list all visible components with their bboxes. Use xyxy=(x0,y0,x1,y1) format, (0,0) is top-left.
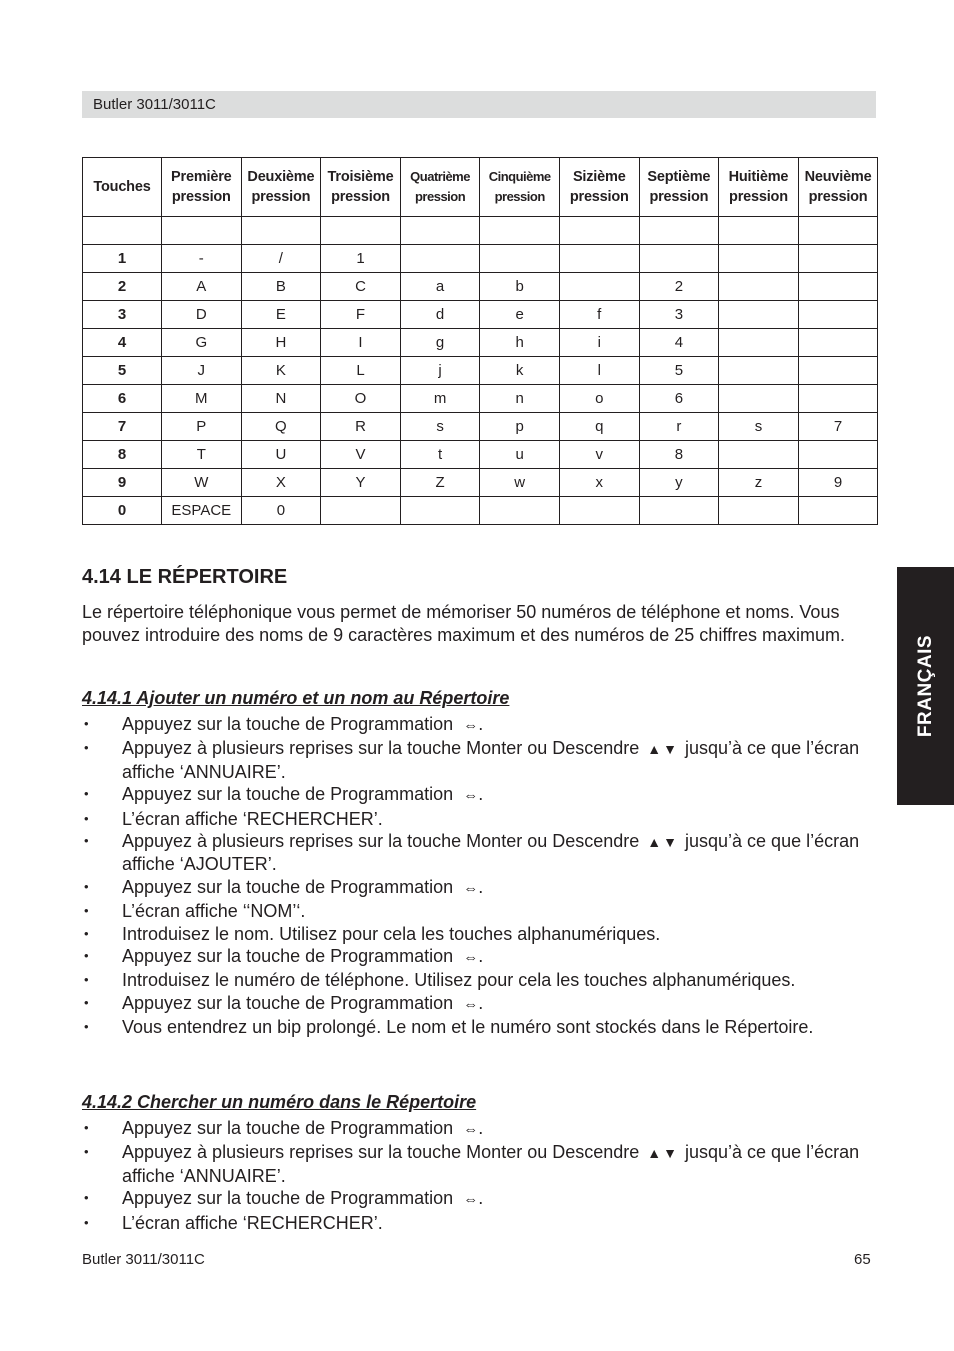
table-cell xyxy=(559,245,639,273)
list-item xyxy=(82,945,882,969)
table-row xyxy=(83,273,878,301)
table-header-press: Troisième pression xyxy=(321,158,401,217)
bullet-icon: • xyxy=(84,972,89,988)
table-cell xyxy=(798,385,878,413)
list-item xyxy=(82,900,882,922)
table-cell: J xyxy=(162,357,242,385)
step-text-after: . xyxy=(478,714,484,734)
table-cell-key: 7 xyxy=(83,413,162,441)
table-cell-key: 3 xyxy=(83,301,162,329)
table-cell: A xyxy=(162,273,242,301)
step-text: Appuyez à plusieurs reprises sur la touche Monter ou Descendre xyxy=(122,831,640,852)
step-text: Appuyez sur la touche de Programmation xyxy=(122,992,454,1013)
table-cell xyxy=(400,217,480,245)
table-cell xyxy=(400,497,480,525)
table-cell: e xyxy=(480,301,560,329)
step-text: Introduisez le numéro de téléphone. Utilisez pour cela les touches alphanumériques. xyxy=(122,970,796,991)
table-cell xyxy=(559,217,639,245)
step-text-after: jusqu’à ce que l’écran affiche ‘ANNUAIRE’. xyxy=(122,1142,860,1186)
table-row xyxy=(83,301,878,329)
table-cell: r xyxy=(639,413,719,441)
table-cell xyxy=(162,217,242,245)
list-item xyxy=(82,1016,882,1038)
step-text-after: . xyxy=(478,876,484,897)
table-cell: b xyxy=(480,273,560,301)
table-cell: z xyxy=(719,469,799,497)
table-cell xyxy=(241,217,321,245)
table-cell xyxy=(719,245,799,273)
table-cell: y xyxy=(639,469,719,497)
table-cell-key: 0 xyxy=(83,497,162,525)
table-row xyxy=(83,245,878,273)
bullet-icon: • xyxy=(84,903,89,919)
table-cell: H xyxy=(241,329,321,357)
table-cell-key: 6 xyxy=(83,385,162,413)
table-cell: O xyxy=(321,385,401,413)
table-cell xyxy=(798,273,878,301)
language-tab xyxy=(897,567,954,805)
list-item xyxy=(82,1187,882,1211)
table-cell-key: 9 xyxy=(83,469,162,497)
bullet-icon: • xyxy=(84,740,89,756)
table-cell: B xyxy=(241,273,321,301)
table-cell xyxy=(798,245,878,273)
program-key-icon: ⇔ xyxy=(463,717,479,734)
list-item xyxy=(82,783,882,807)
table-cell xyxy=(798,497,878,525)
section-title: 4.14 LE RÉPERTOIRE xyxy=(82,566,288,588)
table-cell: 1 xyxy=(321,245,401,273)
list-item xyxy=(82,737,882,783)
table-cell: q xyxy=(559,413,639,441)
table-cell: - xyxy=(162,245,242,273)
up-down-arrows-icon: ▲▼ xyxy=(647,741,679,758)
bullet-icon: • xyxy=(84,1144,89,1160)
language-tab-label: FRANÇAIS xyxy=(914,634,936,738)
bullet-icon: • xyxy=(84,810,89,826)
table-cell xyxy=(480,245,560,273)
footer-product: Butler 3011/3011C xyxy=(82,1251,205,1268)
table-cell: n xyxy=(480,385,560,413)
table-cell: i xyxy=(559,329,639,357)
table-header-press: Neuvième pression xyxy=(798,158,878,217)
table-cell: k xyxy=(480,357,560,385)
up-down-arrows-icon: ▲▼ xyxy=(647,834,679,851)
table-cell xyxy=(639,245,719,273)
table-cell: R xyxy=(321,413,401,441)
bullet-icon: • xyxy=(84,1019,89,1035)
step-text-after: . xyxy=(478,1118,484,1138)
table-cell: 6 xyxy=(639,385,719,413)
table-cell xyxy=(798,217,878,245)
program-key-icon: ⇔ xyxy=(463,1121,479,1138)
header-product: Butler 3011/3011C xyxy=(93,96,216,113)
up-down-arrows-icon: ▲▼ xyxy=(647,1145,679,1162)
table-cell xyxy=(480,217,560,245)
bullet-icon: • xyxy=(84,833,89,849)
table-row xyxy=(83,385,878,413)
table-cell: W xyxy=(162,469,242,497)
step-text: L’écran affiche ‘RECHERCHER’. xyxy=(122,1212,383,1233)
step-text: L’écran affiche ‘RECHERCHER’. xyxy=(122,808,383,829)
table-cell xyxy=(719,357,799,385)
section-intro: Le répertoire téléphonique vous permet de mémoriser 50 numéros de téléphone et noms. Vous pouvez introduire des noms de 9 caractères maximum et des numéros de 25 chiffres maximum. xyxy=(82,602,846,645)
bullet-icon: • xyxy=(84,1214,89,1230)
table-cell: Y xyxy=(321,469,401,497)
step-text: Appuyez sur la touche de Programmation xyxy=(122,876,454,897)
table-cell: w xyxy=(480,469,560,497)
step-text: Appuyez sur la touche de Programmation xyxy=(122,1188,454,1209)
table-cell: a xyxy=(400,273,480,301)
list-item xyxy=(82,1212,882,1234)
table-cell-key: 1 xyxy=(83,245,162,273)
step-text: L’écran affiche ‘‘NOM’‘. xyxy=(122,901,306,922)
bullet-icon: • xyxy=(84,1120,89,1135)
list-item xyxy=(82,1117,882,1141)
table-cell-key: 8 xyxy=(83,441,162,469)
table-cell xyxy=(798,329,878,357)
table-cell xyxy=(798,441,878,469)
table-cell: M xyxy=(162,385,242,413)
step-text: Appuyez sur la touche de Programmation xyxy=(122,714,454,734)
table-row xyxy=(83,329,878,357)
table-cell: ESPACE xyxy=(162,497,242,525)
table-cell: 0 xyxy=(241,497,321,525)
list-item xyxy=(82,876,882,900)
table-cell xyxy=(719,217,799,245)
table-cell-key xyxy=(83,217,162,245)
table-cell: 3 xyxy=(639,301,719,329)
table-row xyxy=(83,469,878,497)
table-row xyxy=(83,441,878,469)
step-text: Appuyez sur la touche de Programmation xyxy=(122,946,454,967)
table-cell: N xyxy=(241,385,321,413)
table-cell xyxy=(719,273,799,301)
program-key-icon: ⇔ xyxy=(463,787,479,805)
step-text: Appuyez sur la touche de Programmation xyxy=(122,1118,454,1138)
list-item xyxy=(82,1141,882,1187)
step-text-after: . xyxy=(478,992,484,1013)
table-cell xyxy=(639,217,719,245)
step-text-after: . xyxy=(478,1188,484,1209)
table-cell: X xyxy=(241,469,321,497)
step-text-after: jusqu’à ce que l’écran affiche ‘ANNUAIRE’. xyxy=(122,738,860,782)
list-item xyxy=(82,713,882,737)
table-header-press: Sizième pression xyxy=(559,158,639,217)
table-cell-key: 4 xyxy=(83,329,162,357)
table-cell: E xyxy=(241,301,321,329)
table-cell: 2 xyxy=(639,273,719,301)
table-row xyxy=(83,497,878,525)
step-text: Introduisez le nom. Utilisez pour cela les touches alphanumériques. xyxy=(122,923,661,944)
table-cell: m xyxy=(400,385,480,413)
list-item xyxy=(82,923,882,945)
table-cell: 7 xyxy=(798,413,878,441)
page-number: 65 xyxy=(854,1251,871,1268)
table-cell xyxy=(400,245,480,273)
add-steps-list xyxy=(82,713,882,1039)
table-header-press: Première pression xyxy=(162,158,242,217)
bullet-icon: • xyxy=(84,994,89,1010)
table-cell: 8 xyxy=(639,441,719,469)
table-cell: K xyxy=(241,357,321,385)
table-header-press: Quatrième pression xyxy=(400,158,480,217)
step-text-after: . xyxy=(478,946,484,967)
table-cell: o xyxy=(559,385,639,413)
bullet-icon: • xyxy=(84,925,89,941)
table-cell xyxy=(480,497,560,525)
table-header-press: Huitième pression xyxy=(719,158,799,217)
table-cell: F xyxy=(321,301,401,329)
table-cell-key: 5 xyxy=(83,357,162,385)
program-key-icon: ⇔ xyxy=(463,879,479,897)
table-cell: Q xyxy=(241,413,321,441)
table-cell: v xyxy=(559,441,639,469)
table-header-press: Septième pression xyxy=(639,158,719,217)
table-cell xyxy=(719,385,799,413)
table-cell: 9 xyxy=(798,469,878,497)
table-cell: p xyxy=(480,413,560,441)
step-text-after: jusqu’à ce que l’écran affiche ‘AJOUTER’. xyxy=(122,831,860,875)
program-key-icon: ⇔ xyxy=(463,949,479,967)
table-cell: I xyxy=(321,329,401,357)
table-cell xyxy=(321,497,401,525)
step-text: Appuyez sur la touche de Programmation xyxy=(122,784,454,805)
table-cell: t xyxy=(400,441,480,469)
table-cell: x xyxy=(559,469,639,497)
list-item xyxy=(82,992,882,1016)
table-cell: f xyxy=(559,301,639,329)
subsection-search-title: 4.14.2 Chercher un numéro dans le Répertoire xyxy=(82,1092,477,1112)
table-cell: s xyxy=(719,413,799,441)
table-cell xyxy=(719,441,799,469)
table-cell: P xyxy=(162,413,242,441)
program-key-icon: ⇔ xyxy=(463,995,479,1013)
table-row xyxy=(83,217,878,245)
step-text-after: . xyxy=(478,784,484,805)
table-cell: D xyxy=(162,301,242,329)
table-row xyxy=(83,413,878,441)
list-item xyxy=(82,830,882,876)
table-cell xyxy=(639,497,719,525)
list-item xyxy=(82,808,882,830)
table-cell: U xyxy=(241,441,321,469)
search-steps-list xyxy=(82,1117,882,1234)
step-text: Appuyez à plusieurs reprises sur la touche Monter ou Descendre xyxy=(122,1142,640,1163)
table-cell: / xyxy=(241,245,321,273)
table-cell: g xyxy=(400,329,480,357)
table-cell xyxy=(798,357,878,385)
table-cell: Z xyxy=(400,469,480,497)
table-cell: 5 xyxy=(639,357,719,385)
table-cell xyxy=(719,301,799,329)
table-cell xyxy=(321,217,401,245)
program-key-icon: ⇔ xyxy=(463,1191,479,1209)
step-text: Vous entendrez un bip prolongé. Le nom et le numéro sont stockés dans le Répertoire. xyxy=(122,1017,814,1038)
table-header-press: Cinquième pression xyxy=(480,158,560,217)
table-cell xyxy=(559,273,639,301)
table-cell xyxy=(719,329,799,357)
table-cell: G xyxy=(162,329,242,357)
key-mapping-table xyxy=(82,157,878,525)
table-header-press: Deuxième pression xyxy=(241,158,321,217)
table-cell xyxy=(559,497,639,525)
table-cell: u xyxy=(480,441,560,469)
header-bar xyxy=(82,91,876,118)
bullet-icon: • xyxy=(84,948,89,964)
table-cell: L xyxy=(321,357,401,385)
table-cell: d xyxy=(400,301,480,329)
table-cell: C xyxy=(321,273,401,301)
step-text: Appuyez à plusieurs reprises sur la touche Monter ou Descendre xyxy=(122,738,640,759)
table-cell: h xyxy=(480,329,560,357)
table-cell xyxy=(719,497,799,525)
table-cell: V xyxy=(321,441,401,469)
table-cell xyxy=(798,301,878,329)
table-cell: 4 xyxy=(639,329,719,357)
table-header-keys: Touches xyxy=(83,158,162,217)
table-cell-key: 2 xyxy=(83,273,162,301)
table-cell: T xyxy=(162,441,242,469)
table-cell: j xyxy=(400,357,480,385)
table-cell: l xyxy=(559,357,639,385)
bullet-icon: • xyxy=(84,1190,89,1206)
bullet-icon: • xyxy=(84,716,89,731)
subsection-add-title: 4.14.1 Ajouter un numéro et un nom au Répertoire xyxy=(82,688,510,708)
table-row xyxy=(83,357,878,385)
bullet-icon: • xyxy=(84,878,89,894)
table-cell: s xyxy=(400,413,480,441)
bullet-icon: • xyxy=(84,786,89,802)
list-item xyxy=(82,969,882,991)
